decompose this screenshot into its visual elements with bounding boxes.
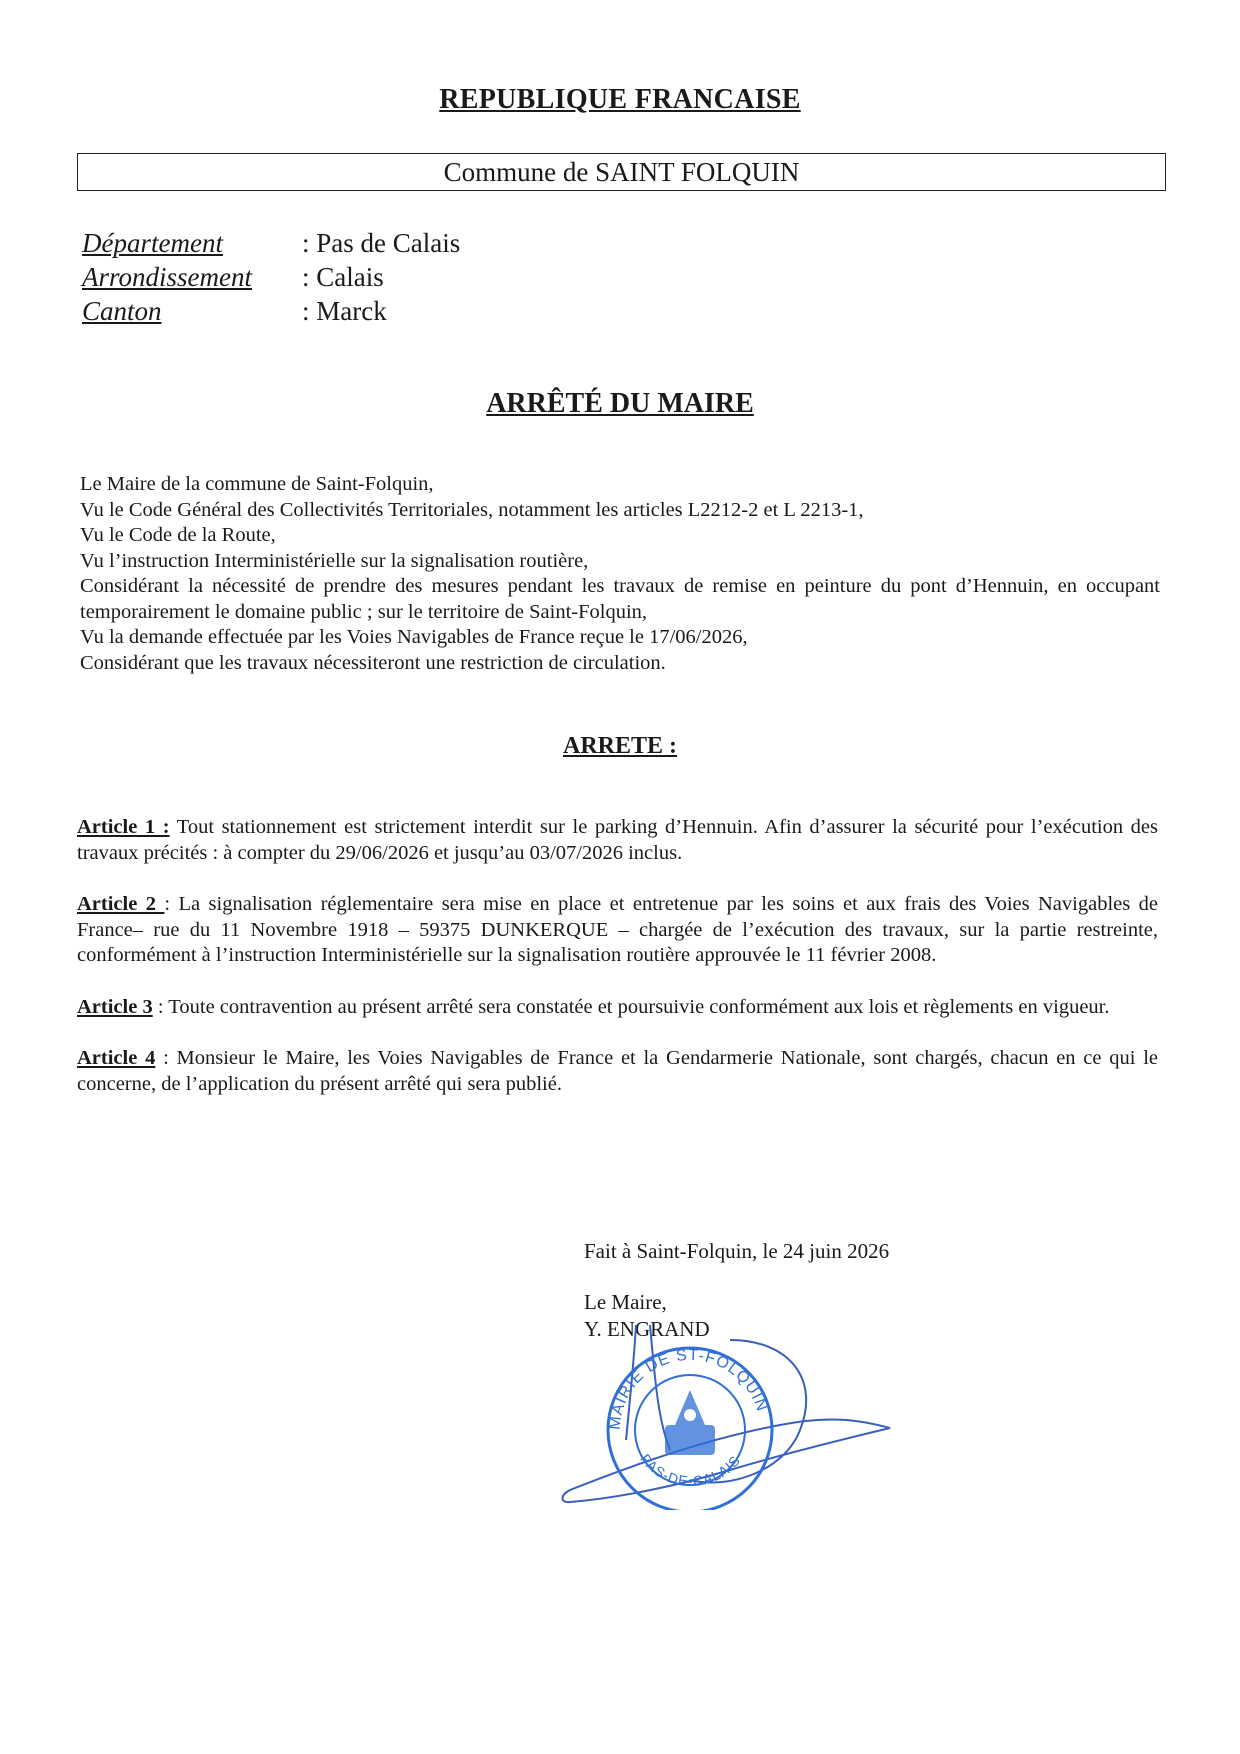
article-text: : Toute contravention au présent arrêté sera constatée et poursuivie conformément aux lois et règlements en vigueur. bbox=[152, 995, 1110, 1018]
arrete-heading: ARRETE : bbox=[562, 733, 677, 759]
preamble-line: Le Maire de la commune de Saint-Folquin, bbox=[80, 473, 434, 495]
article-text: : La signalisation réglementaire sera mise en place et entretenue par les soins et aux frais des Voies Navigables de France– rue du 11 Novembre 1918 – 59375 DUNKERQUE – chargée de l’exécution des travaux, sur la partie restreinte, conformément à l’instruction Interministérielle sur la signalisation routière approuvée le 11 février 2008. bbox=[77, 893, 1158, 966]
article-3 bbox=[77, 995, 1158, 1021]
commune-box: Commune de SAINT FOLQUIN bbox=[77, 153, 1166, 191]
article-text: Tout stationnement est strictement interdit sur le parking d’Hennuin. Afin d’assurer la sécurité pour l’exécution des travaux précités : à compter du 29/06/2026 et jusqu’au 03/07/2026 inclus. bbox=[77, 816, 1158, 864]
preamble-line: Vu le Code de la Route, bbox=[80, 524, 276, 546]
signature-role: Le Maire, bbox=[584, 1290, 667, 1314]
admin-row-canton bbox=[82, 294, 460, 328]
admin-value: : Marck bbox=[302, 296, 387, 326]
preamble-line: Vu la demande effectuée par les Voies Navigables de France reçue le 17/06/2026, bbox=[80, 626, 748, 648]
admin-info bbox=[82, 226, 460, 328]
admin-label: Arrondissement bbox=[82, 262, 252, 292]
document-title: ARRÊTÉ DU MAIRE bbox=[486, 388, 754, 419]
article-1 bbox=[77, 815, 1158, 866]
stamp-top-text: MAIRIE DE ST-FOLQUIN bbox=[606, 1346, 771, 1431]
preamble-line: Considérant la nécessité de prendre des mesures pendant les travaux de remise en peinture du pont d’Hennuin, en occupant temporairement le domaine public ; sur le territoire de Saint-Folquin, bbox=[80, 575, 1160, 623]
admin-value: : Calais bbox=[302, 262, 384, 292]
stamp-bottom-text: PAS-DE-CALAIS bbox=[637, 1450, 744, 1490]
stamp-emblem bbox=[665, 1390, 715, 1455]
preamble-line: Considérant que les travaux nécessiteront une restriction de circulation. bbox=[80, 651, 666, 674]
signature-date: Fait à Saint-Folquin, le 24 juin 2026 bbox=[584, 1239, 890, 1263]
mairie-stamp-icon bbox=[560, 1320, 900, 1510]
articles bbox=[77, 815, 1158, 1123]
article-2 bbox=[77, 892, 1158, 969]
signature-name: Y. ENGRAND bbox=[584, 1317, 710, 1341]
article-label: Article 2 bbox=[77, 893, 165, 915]
admin-row-arrondissement bbox=[82, 260, 460, 294]
article-label: Article 1 : bbox=[77, 816, 170, 838]
article-4 bbox=[77, 1046, 1158, 1097]
admin-label: Canton bbox=[82, 296, 162, 326]
admin-row-departement bbox=[82, 226, 460, 260]
republique-heading: REPUBLIQUE FRANCAISE bbox=[439, 84, 801, 115]
preamble bbox=[80, 472, 1160, 676]
article-text: : Monsieur le Maire, les Voies Navigables de France et la Gendarmerie Nationale, sont chargés, chacun en ce qui le concerne, de l’application du présent arrêté qui sera publié. bbox=[77, 1047, 1158, 1095]
admin-value: : Pas de Calais bbox=[302, 228, 461, 258]
preamble-line: Vu le Code Général des Collectivités Territoriales, notamment les articles L2212-2 et L 2213-1, bbox=[80, 498, 864, 521]
admin-label: Département bbox=[82, 228, 223, 258]
article-label: Article 3 bbox=[77, 995, 153, 1018]
article-label: Article 4 bbox=[77, 1047, 156, 1069]
preamble-line: Vu l’instruction Interministérielle sur la signalisation routière, bbox=[80, 549, 589, 572]
